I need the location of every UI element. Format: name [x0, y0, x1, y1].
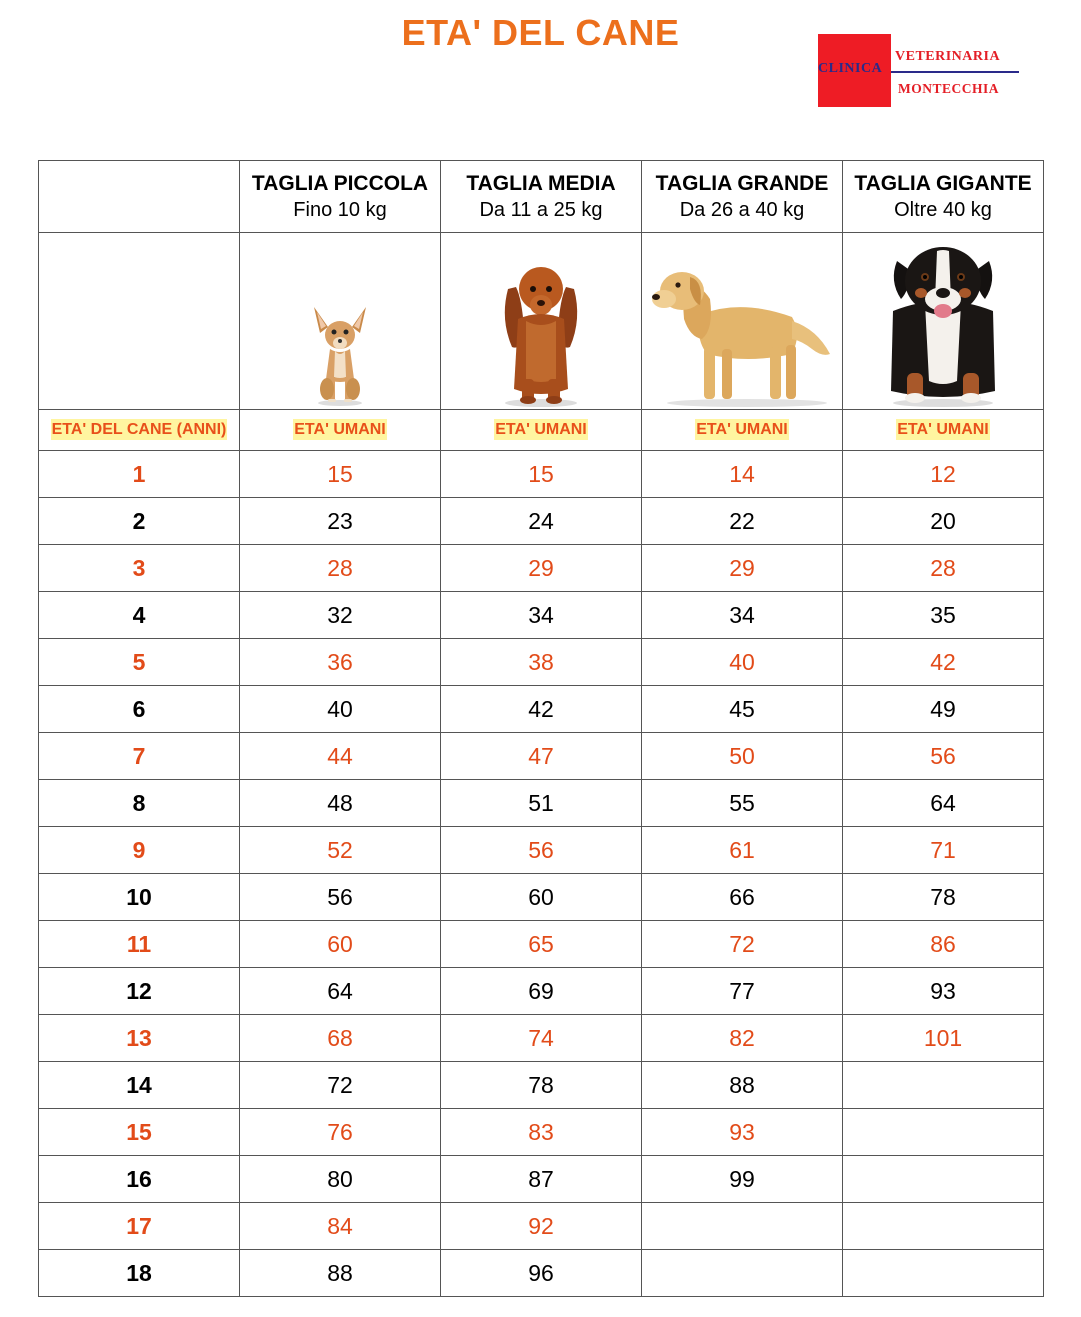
dog-year-cell: 18	[39, 1250, 240, 1297]
human-age-label: ETA' UMANI	[696, 421, 788, 438]
human-age-label-cell	[441, 410, 642, 451]
dog-year-cell: 8	[39, 780, 240, 827]
human-age-cell: 87	[441, 1156, 642, 1203]
dog-age-table	[38, 160, 1044, 1297]
human-age-cell: 38	[441, 639, 642, 686]
human-age-cell: 14	[642, 451, 843, 498]
dog-year-cell: 4	[39, 592, 240, 639]
human-age-cell: 78	[843, 874, 1044, 921]
table-row	[39, 827, 1044, 874]
table-row	[39, 1015, 1044, 1062]
dog-year-cell: 10	[39, 874, 240, 921]
dog-year-cell: 2	[39, 498, 240, 545]
human-age-cell: 93	[843, 968, 1044, 1015]
human-age-cell: 36	[240, 639, 441, 686]
dog-year-cell: 9	[39, 827, 240, 874]
human-age-cell: 93	[642, 1109, 843, 1156]
table-row	[39, 733, 1044, 780]
table-row	[39, 1109, 1044, 1156]
table-row	[39, 1203, 1044, 1250]
size-weight: Fino 10 kg	[293, 198, 387, 221]
human-age-cell: 69	[441, 968, 642, 1015]
human-age-label: ETA' UMANI	[897, 421, 989, 438]
human-age-cell: 82	[642, 1015, 843, 1062]
dog-age-label-cell	[39, 410, 240, 451]
human-age-cell: 50	[642, 733, 843, 780]
human-age-cell: 22	[642, 498, 843, 545]
picture-cell-medium	[441, 233, 642, 410]
logo-divider	[891, 71, 1019, 73]
human-age-cell: 88	[240, 1250, 441, 1297]
human-age-cell: 99	[642, 1156, 843, 1203]
human-age-cell: 28	[240, 545, 441, 592]
dog-year-cell: 1	[39, 451, 240, 498]
table-row	[39, 639, 1044, 686]
human-age-label-cell	[240, 410, 441, 451]
human-age-cell: 56	[240, 874, 441, 921]
human-age-cell: 49	[843, 686, 1044, 733]
human-age-cell: 35	[843, 592, 1044, 639]
human-age-cell: 56	[441, 827, 642, 874]
human-age-cell: 74	[441, 1015, 642, 1062]
table-row	[39, 592, 1044, 639]
human-age-cell: 40	[642, 639, 843, 686]
dog-year-cell: 5	[39, 639, 240, 686]
dog-year-cell: 17	[39, 1203, 240, 1250]
size-weight: Da 26 a 40 kg	[679, 198, 805, 221]
dog-year-cell: 3	[39, 545, 240, 592]
human-age-cell	[642, 1203, 843, 1250]
human-age-cell: 86	[843, 921, 1044, 968]
human-age-cell: 44	[240, 733, 441, 780]
size-name: TAGLIA GIGANTE	[854, 171, 1032, 195]
human-age-cell: 34	[642, 592, 843, 639]
table-row	[39, 874, 1044, 921]
human-age-cell: 66	[642, 874, 843, 921]
human-age-cell: 68	[240, 1015, 441, 1062]
picture-cell-large	[642, 233, 843, 410]
table-row	[39, 780, 1044, 827]
human-age-cell: 101	[843, 1015, 1044, 1062]
logo-text-veterinaria: VETERINARIA	[895, 49, 1001, 64]
human-age-cell: 77	[642, 968, 843, 1015]
dog-pictures-row	[39, 233, 1044, 410]
size-header-row	[39, 161, 1044, 233]
table-row	[39, 451, 1044, 498]
picture-cell-giant	[843, 233, 1044, 410]
human-age-cell: 96	[441, 1250, 642, 1297]
table-row	[39, 545, 1044, 592]
dog-year-cell: 15	[39, 1109, 240, 1156]
golden-retriever-icon	[652, 259, 832, 409]
human-age-cell: 51	[441, 780, 642, 827]
size-name: TAGLIA GRANDE	[655, 171, 829, 195]
human-age-cell: 65	[441, 921, 642, 968]
size-weight: Da 11 a 25 kg	[479, 198, 603, 221]
human-age-cell: 12	[843, 451, 1044, 498]
table-row	[39, 686, 1044, 733]
dog-year-cell: 6	[39, 686, 240, 733]
human-age-label: ETA' UMANI	[294, 421, 386, 438]
human-age-cell	[843, 1156, 1044, 1203]
page-title: ETA' DEL CANE	[401, 12, 680, 53]
human-age-cell: 48	[240, 780, 441, 827]
cocker-spaniel-icon	[496, 259, 586, 409]
human-age-cell: 71	[843, 827, 1044, 874]
human-age-cell: 23	[240, 498, 441, 545]
human-age-cell	[843, 1109, 1044, 1156]
human-age-cell: 78	[441, 1062, 642, 1109]
human-age-cell: 29	[642, 545, 843, 592]
dog-year-cell: 16	[39, 1156, 240, 1203]
human-age-cell	[843, 1250, 1044, 1297]
dog-year-cell: 11	[39, 921, 240, 968]
human-age-cell: 84	[240, 1203, 441, 1250]
human-age-cell: 52	[240, 827, 441, 874]
human-age-cell: 42	[843, 639, 1044, 686]
human-age-label-cell	[843, 410, 1044, 451]
human-age-cell: 47	[441, 733, 642, 780]
size-name: TAGLIA PICCOLA	[251, 171, 429, 195]
picture-cell-small	[240, 233, 441, 410]
human-age-cell: 55	[642, 780, 843, 827]
human-age-cell: 28	[843, 545, 1044, 592]
human-age-cell: 61	[642, 827, 843, 874]
human-age-cell: 64	[843, 780, 1044, 827]
human-age-cell: 24	[441, 498, 642, 545]
human-age-cell: 60	[240, 921, 441, 968]
empty-picture-cell	[39, 233, 240, 410]
human-age-cell: 83	[441, 1109, 642, 1156]
dog-age-label: ETA' DEL CANE (ANNI)	[51, 421, 227, 438]
bernese-mountain-dog-icon	[883, 241, 1003, 409]
table-row	[39, 498, 1044, 545]
human-age-cell: 76	[240, 1109, 441, 1156]
human-age-label: ETA' UMANI	[495, 421, 587, 438]
size-name: TAGLIA MEDIA	[466, 171, 616, 195]
human-age-cell: 15	[441, 451, 642, 498]
human-age-cell: 32	[240, 592, 441, 639]
human-age-cell: 29	[441, 545, 642, 592]
human-age-cell: 15	[240, 451, 441, 498]
logo-text-clinica: CLINICA	[818, 61, 883, 76]
table-row	[39, 1250, 1044, 1297]
human-age-cell: 42	[441, 686, 642, 733]
human-age-cell: 72	[240, 1062, 441, 1109]
human-age-cell: 92	[441, 1203, 642, 1250]
dog-year-cell: 12	[39, 968, 240, 1015]
table-row	[39, 1062, 1044, 1109]
human-age-cell	[843, 1062, 1044, 1109]
chihuahua-icon	[300, 299, 380, 409]
human-age-cell: 80	[240, 1156, 441, 1203]
human-age-cell: 72	[642, 921, 843, 968]
column-labels-row	[39, 410, 1044, 451]
empty-corner-cell	[39, 161, 240, 233]
human-age-cell: 45	[642, 686, 843, 733]
human-age-cell: 64	[240, 968, 441, 1015]
size-header-large	[642, 161, 843, 233]
size-header-giant	[843, 161, 1044, 233]
human-age-cell: 56	[843, 733, 1044, 780]
dog-year-cell: 7	[39, 733, 240, 780]
table-row	[39, 968, 1044, 1015]
human-age-cell: 60	[441, 874, 642, 921]
human-age-cell: 88	[642, 1062, 843, 1109]
logo-text-montecchia: MONTECCHIA	[898, 81, 1000, 96]
size-header-small	[240, 161, 441, 233]
human-age-cell	[642, 1250, 843, 1297]
human-age-label-cell	[642, 410, 843, 451]
human-age-cell: 34	[441, 592, 642, 639]
human-age-cell	[843, 1203, 1044, 1250]
clinic-logo	[818, 34, 1023, 108]
human-age-cell: 40	[240, 686, 441, 733]
dog-year-cell: 14	[39, 1062, 240, 1109]
size-weight: Oltre 40 kg	[894, 198, 992, 221]
table-row	[39, 1156, 1044, 1203]
dog-year-cell: 13	[39, 1015, 240, 1062]
size-header-medium	[441, 161, 642, 233]
table-row	[39, 921, 1044, 968]
human-age-cell: 20	[843, 498, 1044, 545]
